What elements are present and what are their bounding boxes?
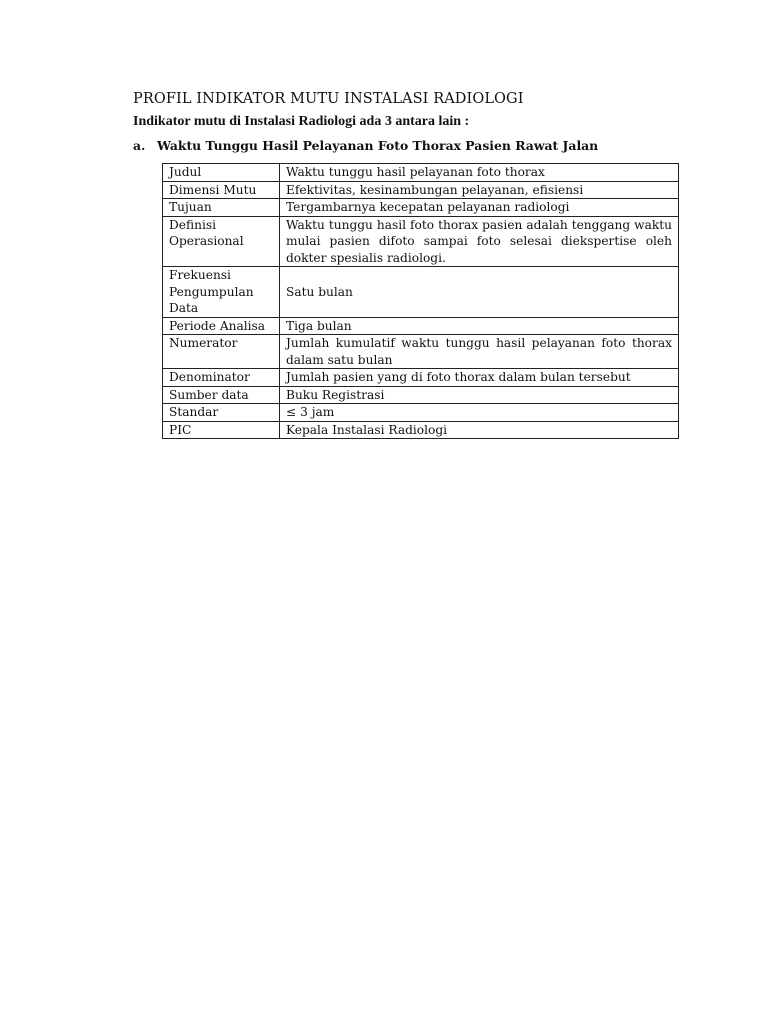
- row-label: Periode Analisa: [163, 317, 280, 335]
- row-label: Denominator: [163, 369, 280, 387]
- table-row: [163, 421, 679, 439]
- indicator-profile-table: [162, 163, 679, 439]
- table-row: [163, 216, 679, 267]
- row-value: Buku Registrasi: [280, 386, 679, 404]
- row-label: Frekuensi Pengumpulan Data: [163, 267, 280, 318]
- table-row: [163, 267, 679, 318]
- row-label: Definisi Operasional: [163, 216, 280, 267]
- row-label: Judul: [163, 164, 280, 182]
- section-heading-text: Waktu Tunggu Hasil Pelayanan Foto Thorax Pasien Rawat Jalan: [157, 138, 599, 153]
- row-label: Standar: [163, 404, 280, 422]
- row-value: Jumlah kumulatif waktu tunggu hasil pelayanan foto thorax dalam satu bulan: [280, 335, 679, 369]
- row-label: PIC: [163, 421, 280, 439]
- table-row: [163, 404, 679, 422]
- row-label: Dimensi Mutu: [163, 181, 280, 199]
- table-row: [163, 386, 679, 404]
- row-value: Jumlah pasien yang di foto thorax dalam bulan tersebut: [280, 369, 679, 387]
- row-value: Tergambarnya kecepatan pelayanan radiologi: [280, 199, 679, 217]
- row-value: Tiga bulan: [280, 317, 679, 335]
- row-label: Sumber data: [163, 386, 280, 404]
- table-row: [163, 317, 679, 335]
- row-label: Numerator: [163, 335, 280, 369]
- row-value: Efektivitas, kesinambungan pelayanan, efisiensi: [280, 181, 679, 199]
- section-heading: [133, 138, 598, 153]
- table-row: [163, 369, 679, 387]
- row-value: Satu bulan: [280, 267, 679, 318]
- table-row: [163, 199, 679, 217]
- section-marker: a.: [133, 138, 146, 153]
- table-row: [163, 164, 679, 182]
- table-row: [163, 181, 679, 199]
- intro-text: Indikator mutu di Instalasi Radiologi ada 3 antara lain :: [133, 114, 470, 129]
- page-title: PROFIL INDIKATOR MUTU INSTALASI RADIOLOGI: [133, 91, 524, 107]
- table-row: [163, 335, 679, 369]
- row-value: ≤ 3 jam: [280, 404, 679, 422]
- row-label: Tujuan: [163, 199, 280, 217]
- row-value: Kepala Instalasi Radiologi: [280, 421, 679, 439]
- row-value: Waktu tunggu hasil pelayanan foto thorax: [280, 164, 679, 182]
- row-value: Waktu tunggu hasil foto thorax pasien adalah tenggang waktu mulai pasien difoto sampai foto selesai diekspertise oleh dokter spesialis radiologi.: [280, 216, 679, 267]
